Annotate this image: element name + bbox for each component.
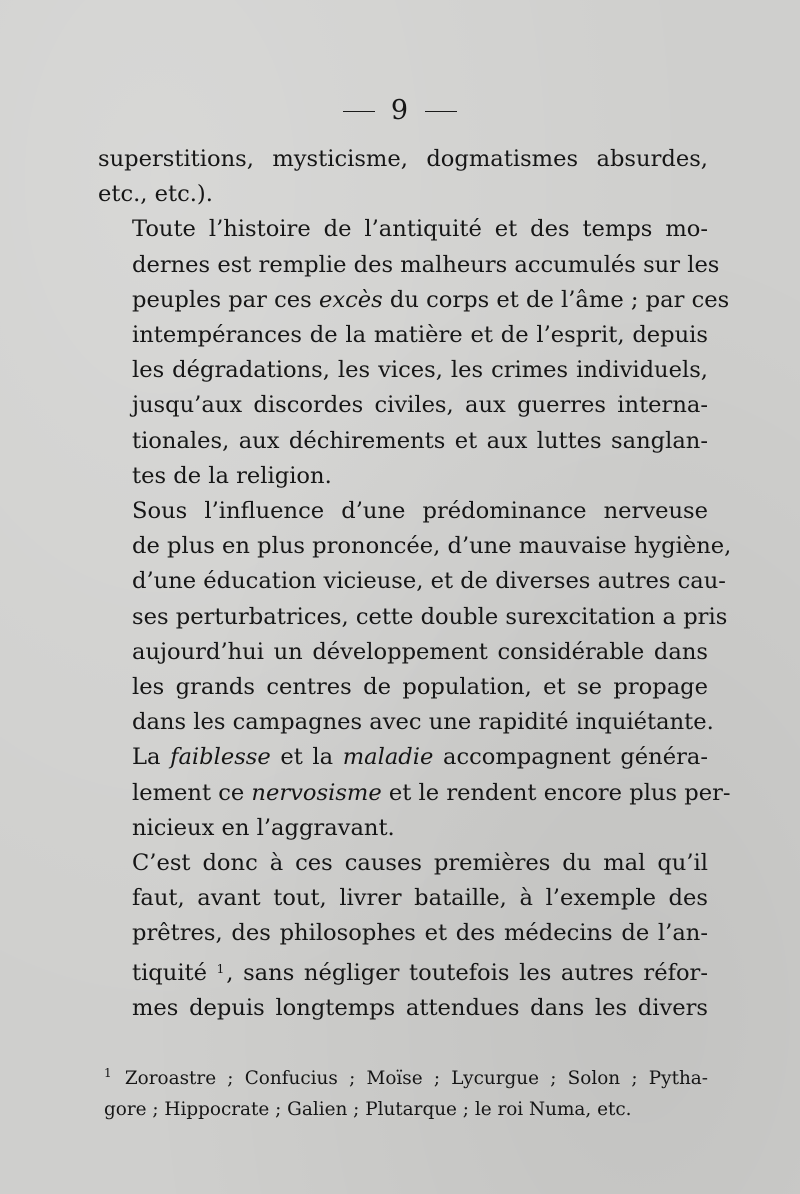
header-dash-left	[343, 111, 375, 112]
footnote-line	[104, 1058, 708, 1094]
text-line: intempérances de la matière et de l’esprit, depuis	[132, 322, 708, 349]
text-line: Sous l’influence d’une prédominance nerveuse	[132, 498, 708, 525]
text-run: accompagnent généra-	[433, 744, 708, 771]
text-line: les grands centres de population, et se propage	[132, 674, 708, 701]
text-line: mes depuis longtemps attendues dans les divers	[132, 994, 708, 1021]
text-line	[98, 952, 708, 991]
paragraph-5	[98, 846, 708, 1026]
footnote	[104, 1058, 708, 1125]
italic-text-faiblesse: faiblesse	[170, 744, 271, 771]
text-run: tiquité	[132, 959, 217, 986]
text-line: prêtres, des philosophes et des médecins de l’an-	[132, 920, 708, 947]
text-line: C’est donc à ces causes premières du mal qu’il	[132, 850, 708, 877]
paragraph-4	[98, 740, 731, 846]
footnote-marker: 1	[104, 1066, 112, 1080]
paragraph-3	[98, 494, 732, 740]
text-line: faut, avant tout, livrer bataille, à l’exemple des	[132, 885, 708, 912]
text-line: dernes est remplie des malheurs accumulés sur les	[132, 251, 720, 278]
text-line: dans les campagnes avec une rapidité inquiétante.	[132, 709, 714, 736]
text-line: nicieux en l’aggravant.	[132, 814, 395, 841]
page-header	[0, 94, 800, 128]
text-line: ses perturbatrices, cette double surexcitation a pris	[132, 603, 728, 630]
header-dash-right	[425, 111, 457, 112]
italic-text-maladie: maladie	[342, 744, 434, 771]
footnote-text: Zoroastre ; Confucius ; Moïse ; Lycurgue ; Solon ; Pytha-	[124, 1068, 708, 1089]
page-number: 9	[390, 95, 410, 126]
text-line: de plus en plus prononcée, d’une mauvaise hygiène,	[132, 533, 732, 560]
text-line: superstitions, mysticisme, dogmatismes absurdes,	[98, 146, 708, 172]
text-run: La	[132, 744, 171, 771]
paragraph-2	[98, 212, 730, 494]
text-run: , sans négliger toutefois les autres réfor-	[226, 959, 708, 986]
text-run: du corps et de l’âme ; par ces	[382, 286, 730, 313]
text-line: Toute l’histoire de l’antiquité et des temps mo-	[132, 216, 708, 243]
text-line: aujourd’hui un développement considérable dans	[132, 638, 708, 665]
footnote-line: gore ; Hippocrate ; Galien ; Plutarque ; le roi Numa, etc.	[104, 1099, 632, 1120]
text-line	[98, 283, 730, 318]
text-line: tes de la religion.	[132, 462, 332, 489]
footnote-reference: 1	[216, 961, 225, 976]
italic-text-nervosisme: nervosisme	[251, 779, 382, 806]
text-line: tionales, aux déchirements et aux luttes sanglan-	[132, 427, 708, 454]
text-line	[98, 740, 708, 775]
text-line: les dégradations, les vices, les crimes individuels,	[132, 357, 708, 384]
text-run: peuples par ces	[132, 286, 319, 313]
text-line: etc., etc.).	[98, 181, 213, 208]
paragraph-1	[98, 142, 708, 212]
text-run: lement ce	[132, 779, 252, 806]
body-text	[98, 142, 732, 1026]
text-line	[98, 776, 731, 811]
italic-text-exces: excès	[318, 286, 383, 313]
text-run: et la	[270, 744, 343, 771]
text-line: d’une éducation vicieuse, et de diverses autres cau-	[132, 568, 726, 595]
text-line: jusqu’aux discordes civiles, aux guerres interna-	[132, 392, 708, 419]
text-run: et le rendent encore plus per-	[381, 779, 731, 806]
